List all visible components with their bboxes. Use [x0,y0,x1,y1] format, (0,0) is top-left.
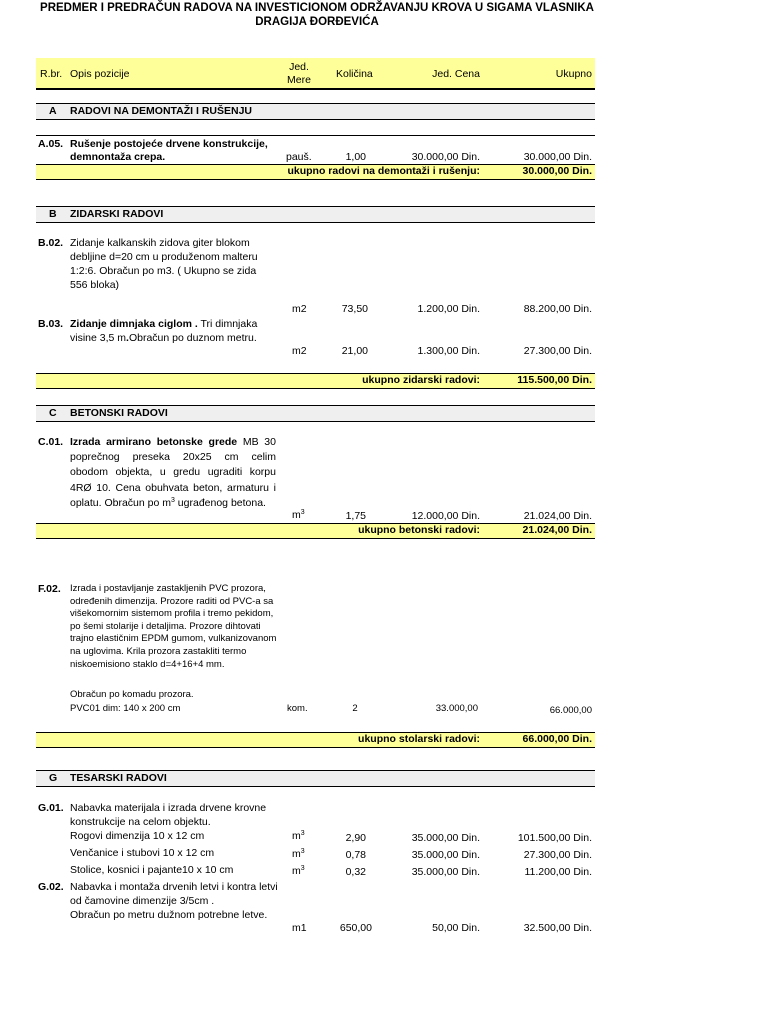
item-price-g02: 50,00 Din. [432,922,480,934]
g01-row2-total: 27.300,00 Din. [523,849,592,861]
header-rbr: R.br. [40,68,63,80]
subtotal-c-value: 21.024,00 Din. [522,524,592,536]
item-unit-b02: m2 [292,303,307,315]
item-desc-a05-line1: Rušenje postojeće drvene konstrukcije, [70,138,268,150]
section-b-code: B [49,208,57,220]
item-price-c01: 12.000,00 Din. [411,510,480,522]
item-unit-b03: m2 [292,345,307,357]
item-desc-c01-end: ugrađenog betona. [174,496,266,509]
g01-row1-label: Rogovi dimenzija 10 x 12 cm [70,830,205,842]
item-desc-c01-sup: 3 [170,496,175,504]
item-desc-c01-bold: Izrada armirano betonske grede [70,436,238,448]
item-code-c01: C.01. [38,436,64,448]
item-desc-b03-bold: Zidanje dimnjaka ciglom . [70,318,198,330]
header-underline [36,88,595,90]
item-desc-g01: Nabavka materijala i izrada drvene krovne konstrukcije na celom objektu. [70,802,267,828]
item-qty-c01: 1,75 [345,510,366,522]
item-unit-c01 [292,508,305,522]
g01-row3-price: 35.000,00 Din. [411,866,480,878]
section-c-title: BETONSKI RADOVI [70,407,168,419]
g01-row2-qty: 0,78 [345,849,366,861]
g01-row2-unit-sup: 3 [300,848,305,855]
section-a-title: RADOVI NA DEMONTAŽI I RUŠENJU [70,105,253,117]
g01-row2-price: 35.000,00 Din. [411,849,480,861]
item-unit-g02: m1 [292,922,307,934]
item-desc-b03-end: Obračun po duznom metru. [128,332,257,344]
g01-row3-total: 11.200,00 Din. [524,866,592,878]
item-desc-f02-last: Obračun po komadu prozora. [70,689,194,700]
item-desc-a05-line2: demnontaža crepa. [70,151,166,163]
item-code-b02: B.02. [38,237,64,249]
header-opis: Opis pozicije [70,68,130,80]
subtotal-f-value: 66.000,00 Din. [522,733,592,745]
item-desc-b02: Zidanje kalkanskih zidova giter blokom debljine d=20 cm u produženom malteru 1:2:6. Obračun po m3. ( Ukupno se zida 556 bloka) [70,237,258,291]
subtotal-c-label: ukupno betonski radovi: [358,524,480,536]
item-code-b03: B.03. [38,318,64,330]
item-desc-b03 [70,317,270,345]
section-a-divider [36,135,595,136]
item-desc-b03-rest: Tri dimnjaka visine 3,5 m [70,318,258,344]
item-unit-c01-base: m [292,509,301,521]
section-g-title: TESARSKI RADOVI [70,772,167,784]
g01-row1-unit-base: m [292,830,301,842]
item-qty-b02: 73,50 [341,303,368,315]
g01-row2-unit-base: m [292,848,301,860]
subtotal-b-value: 115.500,00 Din. [517,374,592,386]
section-c-code: C [49,407,57,419]
g01-row1-price: 35.000,00 Din. [411,832,480,844]
item-total-f02: 66.000,00 [549,705,592,716]
item-price-f02: 33.000,00 [435,703,478,714]
item-sublabel-f02: PVC01 dim: 140 x 200 cm [70,703,181,714]
header-ukupno: Ukupno [555,68,592,80]
section-a-code: A [49,105,57,117]
item-total-b03: 27.300,00 Din. [523,345,592,357]
header-jed-line1: Jed. [289,61,309,73]
item-qty-f02: 2 [352,703,358,714]
item-total-a05: 30.000,00 Din. [523,151,592,163]
g01-row3-unit [292,864,305,878]
document-title-line2: DRAGIJA ĐORĐEVIĆA [255,16,379,28]
item-unit-a05: pauš. [286,151,312,163]
g01-row2-unit [292,847,305,861]
item-unit-f02: kom. [287,703,308,714]
subtotal-b-label: ukupno zidarski radovi: [362,374,480,386]
item-qty-g02: 650,00 [339,922,372,934]
item-code-g02: G.02. [38,881,64,893]
g01-row1-total: 101.500,00 Din. [517,832,592,844]
g01-row3-qty: 0,32 [345,866,366,878]
item-desc-f02: Izrada i postavljanje zastakljenih PVC prozora, određenih dimenzija. Prozore raditi od PVC-a sa višekomornim sistemom profila i tremo pekidom, po šemi stolarije i detaljima. Prozore dihtovati trajno elastičnim EPDM gumom, vulkanizovanom na uglovima. Krila prozora zastakliti termo niskoemisiono staklo d=4+16+4 mm. [70,583,277,670]
subtotal-f-label: ukupno stolarski radovi: [358,733,480,745]
item-price-b02: 1.200,00 Din. [417,303,480,315]
g01-row1-unit-sup: 3 [300,830,305,837]
item-desc-c01 [70,435,276,511]
item-price-b03: 1.300,00 Din. [417,345,480,357]
subtotal-a-value: 30.000,00 Din. [522,165,592,177]
document-title-line1: PREDMER I PREDRAČUN RADOVA NA INVESTICIONOM ODRŽAVANJU KROVA U SIGAMA VLASNIKA [40,2,594,14]
item-total-g02: 32.500,00 Din. [523,922,592,934]
g01-row3-unit-base: m [292,865,301,877]
item-code-f02: F.02. [38,583,61,595]
item-price-a05: 30.000,00 Din. [411,151,480,163]
item-unit-c01-sup: 3 [300,509,305,516]
header-kolicina: Količina [336,68,373,80]
header-jed-cena: Jed. Cena [432,68,480,80]
section-g-code: G [49,772,58,784]
item-desc-g02: Nabavka i montaža drvenih letvi i kontra letvi od čamovine dimenzije 3/5cm . [70,881,278,907]
section-b-title: ZIDARSKI RADOVI [70,208,164,220]
item-code-g01: G.01. [38,802,64,814]
item-desc-c01-rest: MB 30 poprečnog preseka 20x25 cm celim obodom objekta, u gredu ugraditi korpu 4RØ 10. Cena obuhvata beton, armaturu i oplatu. Obračun po m [70,436,276,509]
g01-row3-unit-sup: 3 [300,865,305,872]
item-total-b02: 88.200,00 Din. [523,303,592,315]
subtotal-a-label: ukupno radovi na demontaži i rušenju: [287,165,480,177]
header-jed-line2: Mere [287,74,311,86]
item-qty-a05: 1,00 [345,151,366,163]
item-qty-b03: 21,00 [341,345,368,357]
g01-row1-unit [292,829,305,843]
item-code-a05: A.05. [38,138,64,150]
g01-row2-label: Venčanice i stubovi 10 x 12 cm [70,847,215,859]
item-desc-g02-last: Obračun po metru dužnom potrebne letve. [70,909,268,921]
item-total-c01: 21.024,00 Din. [523,510,592,522]
item-desc-b03-bold2: . [126,332,129,344]
g01-row1-qty: 2,90 [345,832,366,844]
g01-row3-label: Stolice, kosnici i pajante10 x 10 cm [70,864,234,876]
